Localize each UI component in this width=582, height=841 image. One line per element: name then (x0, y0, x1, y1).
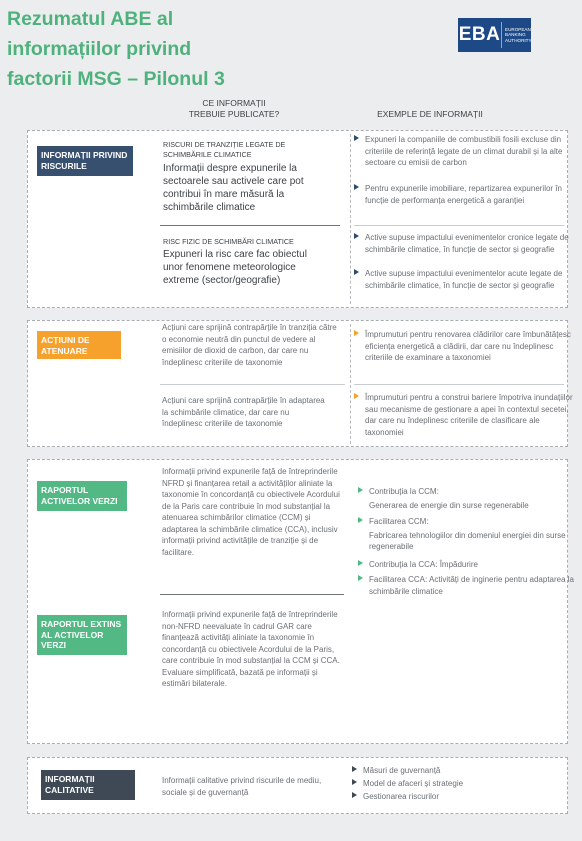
arrow-bullet-icon (354, 330, 359, 336)
gar-text: Informații privind expunerile față de întreprinderile NFRD și finanțarea retail a activităților aliniate la taxonomie în concordanță cu obiectivele Acordului de la Paris care contribuie în mod substanțial la atenuarea schimbărilor climatice (CCM) și adaptarea la schimbările climatice (CCA), inclusiv informații privind activitățile de tranziție și de facilitare. (162, 467, 340, 557)
list-item: Măsuri de guvernanță (352, 765, 563, 777)
transition-risk-text: Informații despre expunerile la sectoarele sau activele care pot contribui în mare măsură la schimbările climatice (163, 163, 304, 213)
qualitative-tag: INFORMAȚII CALITATIVE (41, 770, 135, 800)
list-item: Model de afaceri și strategie (352, 778, 563, 790)
extended-gar-tag: RAPORTUL EXTINS AL ACTIVELOR VERZI (37, 615, 127, 655)
list-item: Facilitarea CCA: Activități de inginerie pentru adaptarea la schimbările climatice (358, 574, 577, 597)
list-item: Active supuse impactului evenimentelor acute legate de schimbările climatice, în funcție de sector și geografie (354, 268, 577, 291)
arrow-bullet-icon (354, 393, 359, 399)
list-item: Pentru expunerile imobiliare, repartizarea expunerilor în funcție de performanța energetică a garanției (354, 183, 577, 206)
list-item: Contribuția la CCA: Împădurire (358, 559, 577, 571)
list-item: Împrumuturi pentru renovarea clădirilor care îmbunătățesc eficiența energetică a clădirii, dar care nu îndeplinesc criteriile de examinare a taxonomiei (354, 329, 577, 364)
transition-risk-caption: RISCURI DE TRANZIȚIE LEGATE DE SCHIMBĂRILE CLIMATICE (163, 140, 286, 159)
list-item: Expuneri la companiile de combustibili fosili excluse din criteriile de referință legate de un climat durabil și la alte sectoare cu emisii de carbon (354, 134, 577, 169)
title-line-3: factorii MSG – Pilonul 3 (7, 68, 225, 90)
arrow-bullet-icon (358, 560, 363, 566)
risk-column-divider (350, 134, 352, 304)
list-item: Împrumuturi pentru a construi bariere împotriva inundațiilor sau mecanisme de gestionare a apei în contextul secetei, dar care nu îndeplinesc criteriile de clasificare ale taxonomiei (354, 392, 577, 438)
list-item: Gestionarea riscurilor (352, 791, 563, 803)
arrow-bullet-icon (354, 135, 359, 141)
arrow-bullet-icon (352, 779, 357, 785)
qualitative-text: Informații calitative privind riscurile de mediu, sociale și de guvernanță (162, 776, 322, 797)
arrow-bullet-icon (352, 792, 357, 798)
page-title (7, 4, 327, 94)
logo-full-name: EUROPEAN BANKING AUTHORITY (505, 26, 532, 43)
column-header-examples: EXEMPLE DE INFORMAȚII (377, 109, 483, 119)
gar-tag: RAPORTUL ACTIVELOR VERZI (37, 481, 127, 511)
risk-tag: INFORMAȚII PRIVIND RISCURILE (37, 146, 133, 176)
logo-abbreviation: EBA (458, 24, 501, 45)
mitigation-divider (160, 384, 345, 385)
title-line-1: Rezumatul ABE al (7, 8, 174, 30)
eba-logo (458, 18, 531, 52)
arrow-bullet-icon (358, 487, 363, 493)
physical-risk-caption: RISC FIZIC DE SCHIMBĂRI CLIMATICE (163, 237, 294, 246)
column-header-what: CE INFORMAȚII TREBUIE PUBLICATE? (188, 98, 280, 119)
list-item: Active supuse impactului evenimentelor cronice legate de schimbările climatice, în funcție de sector și geografie (354, 232, 577, 255)
arrow-bullet-icon (354, 233, 359, 239)
mitigation-tag: ACȚIUNI DE ATENUARE (37, 331, 121, 359)
title-line-2: informațiilor privind (7, 38, 192, 60)
mitigation-column-divider (350, 324, 352, 444)
arrow-bullet-icon (352, 766, 357, 772)
arrow-bullet-icon (358, 575, 363, 581)
mitigation-text-adaptation: Acțiuni care sprijină contrapărțile în adaptarea la schimbările climatice, dar care nu îndeplinesc criteriile de taxonomie (162, 396, 325, 428)
arrow-bullet-icon (354, 269, 359, 275)
arrow-bullet-icon (358, 517, 363, 523)
physical-risk-text: Expuneri la risc care fac obiectul unor fenomene meteorologice extreme (sector/geografie) (163, 249, 307, 286)
arrow-bullet-icon (354, 184, 359, 190)
mitigation-text-transition: Acțiuni care sprijină contrapărțile în tranziția către o economie neutră din punctul de vedere al emisiilor de dioxid de carbon, dar care nu îndeplinesc criteriile de taxonomie (162, 323, 337, 367)
extended-gar-text: Informații privind expunerile față de întreprinderile non-NFRD neevaluate în cadrul GAR care finanțează activități aliniate la taxonomie în concordanță cu obiectivele Acordului de la Paris, care contribuie în mod substanțial la CCM și CCA. Evaluare simplificată, bazată pe informații și estimări bilaterale. (162, 610, 340, 688)
list-item: Contribuția la CCM: Generarea de energie din surse regenerabile (358, 486, 577, 511)
mitigation-examples-divider (354, 384, 564, 385)
gar-divider (160, 594, 344, 595)
risk-examples-divider (354, 225, 564, 226)
list-item: Facilitarea CCM: Fabricarea tehnologiilor din domeniul energiei din surse regenerabile (358, 516, 577, 553)
risk-divider (160, 225, 340, 226)
